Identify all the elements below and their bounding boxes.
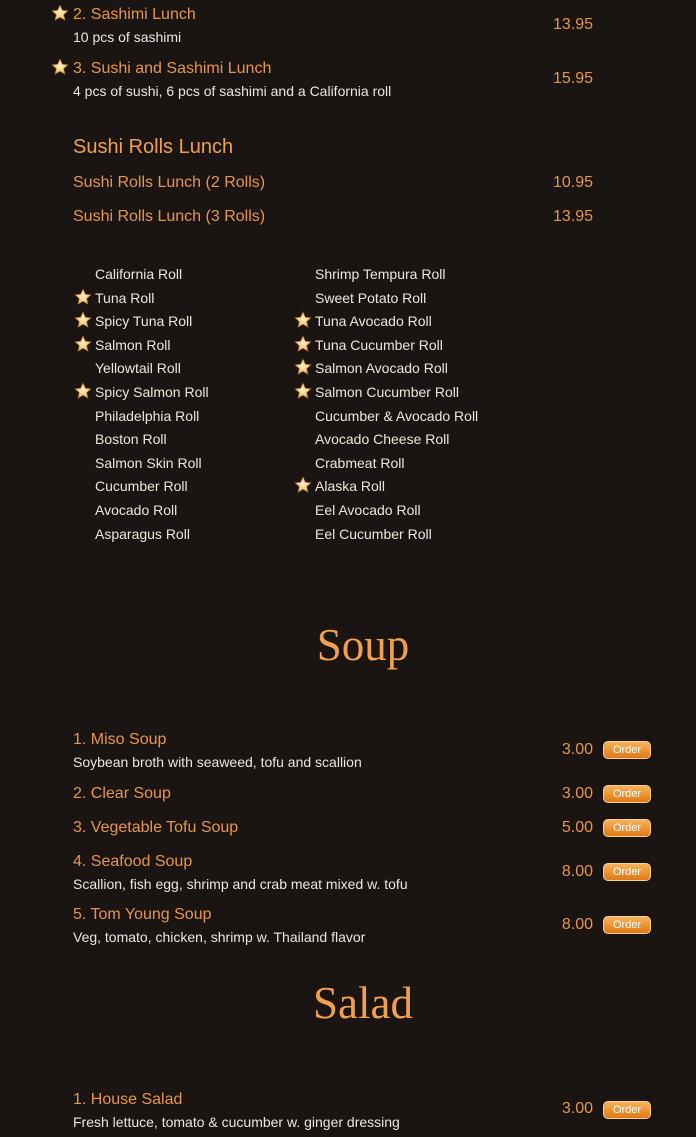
item-name: 2. Sashimi Lunch [73, 6, 196, 23]
item-description: Fresh lettuce, tomato & cucumber w. ginger dressing [73, 1114, 400, 1130]
order-button[interactable]: Order [603, 916, 651, 934]
section-heading-salad: Salad [313, 978, 413, 1028]
order-button[interactable]: Order [603, 785, 651, 803]
item-price: 15.95 [552, 70, 593, 87]
item-price: 3.00 [561, 785, 593, 802]
item-price: 8.00 [561, 916, 593, 933]
item-name: Sushi Rolls Lunch (2 Rolls) [73, 174, 266, 191]
section-heading-soup: Soup [316, 620, 410, 670]
item-price: 8.00 [561, 863, 593, 880]
item-name: Sushi Rolls Lunch (3 Rolls) [73, 208, 266, 225]
star-icon [294, 335, 312, 353]
roll-item: Spicy Salmon Roll [95, 384, 209, 400]
item-name: 4. Seafood Soup [73, 853, 193, 870]
item-description: Scallion, fish egg, shrimp and crab meat mixed w. tofu [73, 876, 408, 892]
item-name: 2. Clear Soup [73, 785, 171, 802]
item-description: Soybean broth with seaweed, tofu and scallion [73, 754, 362, 770]
roll-item: Sweet Potato Roll [315, 290, 427, 306]
item-price: 13.95 [552, 208, 593, 225]
item-price: 13.95 [552, 16, 593, 33]
roll-item: Alaska Roll [315, 478, 386, 494]
star-icon [294, 311, 312, 329]
roll-item: Shrimp Tempura Roll [315, 266, 446, 282]
roll-item: Avocado Cheese Roll [315, 431, 450, 447]
roll-item: Salmon Roll [95, 337, 171, 353]
item-price: 10.95 [552, 174, 593, 191]
item-name: 1. Miso Soup [73, 731, 167, 748]
roll-item: Spicy Tuna Roll [95, 313, 193, 329]
item-name: 3. Sushi and Sashimi Lunch [73, 60, 272, 77]
roll-item: Salmon Skin Roll [95, 455, 202, 471]
roll-item: Asparagus Roll [95, 526, 190, 542]
roll-item: California Roll [95, 266, 183, 282]
star-icon [74, 288, 92, 306]
item-price: 5.00 [561, 819, 593, 836]
star-icon [294, 476, 312, 494]
order-button[interactable]: Order [603, 863, 651, 881]
star-icon [51, 58, 69, 76]
star-icon [74, 335, 92, 353]
roll-item: Yellowtail Roll [95, 360, 181, 376]
roll-item: Cucumber Roll [95, 478, 188, 494]
item-price: 3.00 [561, 741, 593, 758]
order-button[interactable]: Order [603, 1101, 651, 1119]
item-name: 5. Tom Young Soup [73, 906, 212, 923]
star-icon [74, 311, 92, 329]
roll-item: Eel Avocado Roll [315, 502, 421, 518]
star-icon [74, 382, 92, 400]
section-heading-rolls-lunch: Sushi Rolls Lunch [73, 136, 234, 158]
order-button[interactable]: Order [603, 819, 651, 837]
roll-item: Eel Cucumber Roll [315, 526, 432, 542]
roll-item: Boston Roll [95, 431, 167, 447]
star-icon [51, 4, 69, 22]
star-icon [294, 382, 312, 400]
item-price: 3.00 [561, 1100, 593, 1117]
item-description: 4 pcs of sushi, 6 pcs of sashimi and a California roll [73, 83, 392, 99]
roll-item: Salmon Cucumber Roll [315, 384, 459, 400]
item-name: 3. Vegetable Tofu Soup [73, 819, 239, 836]
roll-item: Cucumber & Avocado Roll [315, 408, 479, 424]
item-name: 1. House Salad [73, 1091, 183, 1108]
roll-item: Tuna Avocado Roll [315, 313, 432, 329]
order-button[interactable]: Order [603, 741, 651, 759]
star-icon [294, 358, 312, 376]
roll-item: Salmon Avocado Roll [315, 360, 448, 376]
roll-item: Philadelphia Roll [95, 408, 200, 424]
roll-item: Crabmeat Roll [315, 455, 405, 471]
roll-item: Avocado Roll [95, 502, 178, 518]
item-description: 10 pcs of sashimi [73, 29, 182, 45]
roll-item: Tuna Cucumber Roll [315, 337, 443, 353]
item-description: Veg, tomato, chicken, shrimp w. Thailand flavor [73, 929, 366, 945]
roll-item: Tuna Roll [95, 290, 155, 306]
